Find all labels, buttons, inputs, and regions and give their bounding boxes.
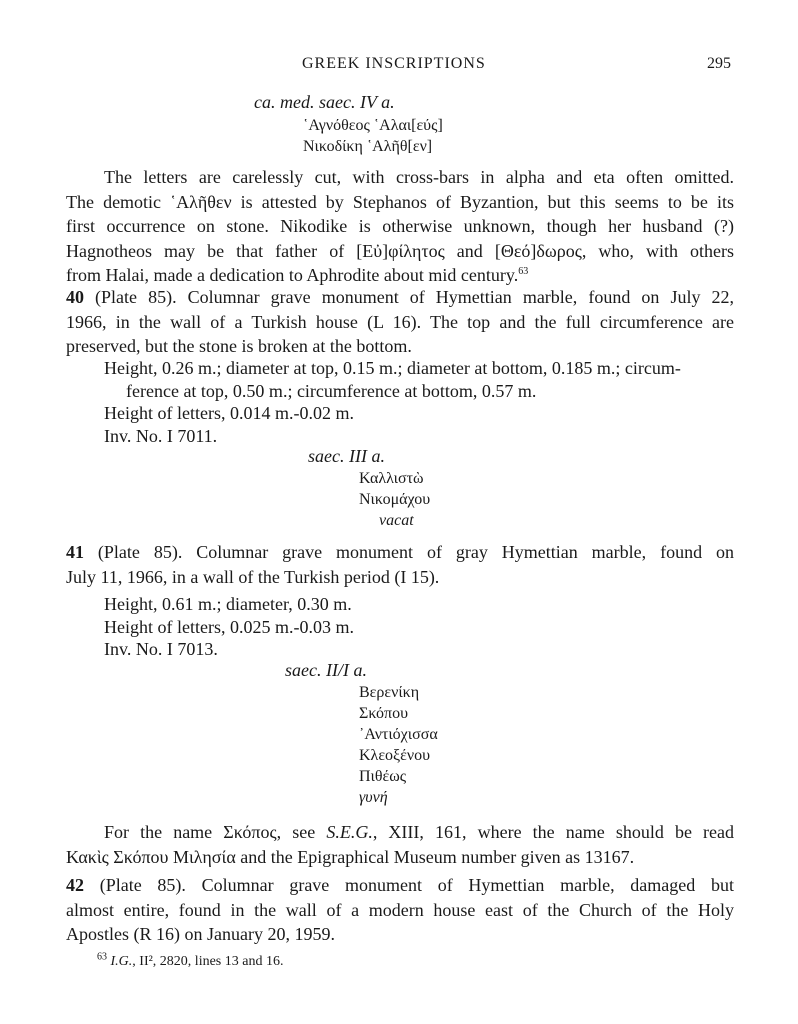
text-line: Κακὶς Σκόπου Μιλησία and the Epigraphical Museum number given as 13167.	[66, 846, 635, 867]
text-line	[66, 540, 734, 565]
text-line-content: (Plate 85). Columnar grave monument of Hymettian marble, found on July 22,	[84, 287, 734, 307]
text-line: The letters are carelessly cut, with cross-bars in alpha and eta often omitted.	[104, 167, 734, 187]
commentary-paragraph	[66, 165, 734, 288]
footnote-number: 63	[97, 951, 107, 963]
text-line: Hagnotheos may be that father of [Εὐ]φίλητος and [Θεό]δωρος, who, with others	[66, 240, 734, 261]
footnote-reference: 63	[518, 266, 529, 277]
publication-abbreviation: S.E.G.	[326, 822, 373, 842]
inscription-date: saec. III a.	[308, 446, 385, 466]
measurement-line: Height, 0.61 m.; diameter, 0.30 m.	[104, 594, 352, 614]
entry-40-description	[66, 285, 734, 359]
inscription-line: Νικομάχου	[359, 491, 431, 508]
text-line: 1966, in the wall of a Turkish house (L 16). The top and the full circumference are	[66, 311, 734, 332]
inscription-vacat: vacat	[379, 512, 414, 529]
text-segment: , XIII, 161, where the name should be read	[372, 822, 735, 842]
inscription-line: Βερενίκη	[359, 684, 420, 701]
measurement-line: Height of letters, 0.025 m.-0.03 m.	[104, 616, 354, 637]
footnote	[97, 951, 284, 970]
inscription-line: ᾿Αντιόχισσα	[359, 726, 438, 743]
text-line: Apostles (R 16) on January 20, 1959.	[66, 924, 335, 944]
text-line: almost entire, found in the wall of a modern house east of the Church of the Holy	[66, 899, 734, 920]
commentary-paragraph	[66, 820, 734, 869]
running-header-title: GREEK INSCRIPTIONS	[302, 55, 486, 72]
inscription-line: Σκόπου	[359, 705, 409, 722]
inscription-date: ca. med. saec. IV a.	[254, 92, 395, 112]
text-line-content: (Plate 85). Columnar grave monument of Hymettian marble, damaged but	[84, 875, 734, 895]
entry-number: 42	[66, 875, 84, 895]
entry-40-measurements	[104, 357, 681, 447]
text-line: first occurrence on stone. Nikodike is otherwise unknown, though her husband (?)	[66, 216, 734, 236]
text-line	[66, 820, 734, 845]
page-number: 295	[707, 55, 731, 72]
text-line	[66, 873, 734, 898]
measurement-line: Height, 0.26 m.; diameter at top, 0.15 m.; diameter at bottom, 0.185 m.; circum-	[104, 358, 681, 378]
measurement-line: Height of letters, 0.014 m.-0.02 m.	[104, 403, 354, 423]
entry-number: 40	[66, 287, 84, 307]
text-line: July 11, 1966, in a wall of the Turkish period (I 15).	[66, 566, 440, 587]
inventory-number: Inv. No. I 7011.	[104, 425, 218, 446]
text-line: preserved, but the stone is broken at the bottom.	[66, 336, 412, 356]
text-line-content: (Plate 85). Columnar grave monument of gray Hymettian marble, found on	[84, 542, 734, 562]
text-line	[66, 263, 734, 288]
inventory-number: Inv. No. I 7013.	[104, 639, 218, 659]
entry-42-description	[66, 873, 734, 947]
entry-41-description	[66, 540, 734, 589]
text-line-content: from Halai, made a dedication to Aphrodite about mid century.	[66, 265, 519, 285]
inscription-date: saec. II/I a.	[285, 660, 367, 680]
inscription-line: γυνή	[359, 789, 388, 806]
text-line	[66, 285, 734, 310]
inscription-line: Κλεοξένου	[359, 747, 431, 764]
measurement-line: ference at top, 0.50 m.; circumference at bottom, 0.57 m.	[126, 380, 537, 401]
inscription-line: Καλλιστὼ	[359, 470, 424, 487]
text-segment: For the name Σκόπος, see	[104, 822, 327, 842]
inscription-line: Πιθέως	[359, 768, 407, 785]
text-line: The demotic ῾Αλῆθεν is attested by Stephanos of Byzantion, but this seems to be its	[66, 191, 734, 212]
footnote-source: I.G.	[110, 954, 133, 969]
entry-41-measurements	[104, 593, 354, 661]
footnote-text: , II², 2820, lines 13 and 16.	[132, 954, 284, 969]
inscription-line: Νικοδίκη ῾Αλῆθ[εν]	[303, 138, 433, 155]
inscription-line: ῾Αγνόθεος ῾Αλαι[εύς]	[303, 117, 443, 134]
entry-number: 41	[66, 542, 84, 562]
